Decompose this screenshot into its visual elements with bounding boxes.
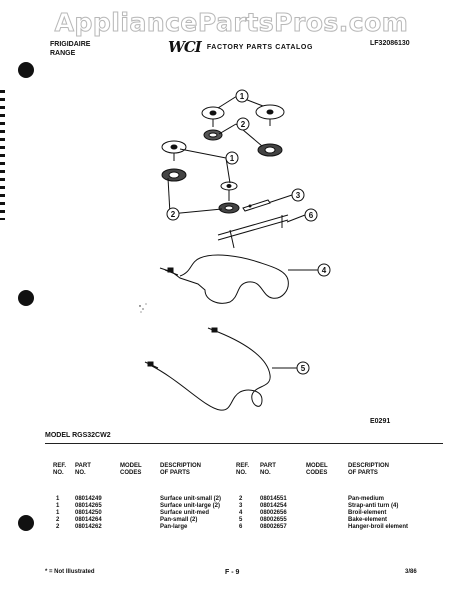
part-column <box>75 496 102 531</box>
table-cell: 08002657 <box>260 524 287 530</box>
callout-label: 3 <box>295 191 301 200</box>
wci-logo: WCI <box>168 38 201 56</box>
site-watermark: AppliancePartsPros.com <box>54 8 409 37</box>
table-cell: Surface unit-med <box>160 510 210 516</box>
catalog-date: 3/86 <box>405 569 417 575</box>
surface-unit-left <box>162 141 186 161</box>
description-column <box>160 496 221 531</box>
not-illustrated-note: * = Not Illustrated <box>45 569 95 575</box>
surface-unit-top-right <box>256 105 284 126</box>
ref-column <box>239 496 242 531</box>
catalog-title: FACTORY PARTS CATALOG <box>206 43 314 51</box>
table-cell: Broil-element <box>348 510 387 516</box>
model-codes-header: MODEL CODES <box>306 463 328 476</box>
table-cell: Pan-large <box>160 524 188 530</box>
product-type: RANGE <box>50 50 76 57</box>
table-cell: Pan-medium <box>348 496 385 502</box>
drip-pan-top-left <box>204 130 222 140</box>
table-cell: 2 <box>239 496 243 502</box>
anti-turn-strap <box>243 200 270 211</box>
table-cell: 4 <box>239 510 243 516</box>
table-cell: 1 <box>56 510 60 516</box>
callout-label: 5 <box>300 364 306 373</box>
diagram-code: E0291 <box>370 418 391 425</box>
drip-pan-left <box>162 169 186 181</box>
surface-unit-top-left <box>202 107 224 127</box>
callout-6 <box>305 209 317 221</box>
callout-label: 2 <box>170 210 176 219</box>
table-cell: 08014250 <box>75 510 102 516</box>
table-cell: 08014249 <box>75 496 102 502</box>
callout-4 <box>318 264 330 276</box>
callout-label: 1 <box>229 154 235 163</box>
callout-1-middle <box>226 152 238 164</box>
catalog-number: LF32086130 <box>370 40 410 47</box>
callout-label: 6 <box>308 211 314 220</box>
table-cell: 1 <box>56 496 60 502</box>
callout-5 <box>297 362 309 374</box>
table-cell: 2 <box>56 517 60 523</box>
callout-2-top <box>237 118 249 130</box>
table-cell: 08002655 <box>260 517 287 523</box>
table-cell: Pan-small (2) <box>160 517 198 523</box>
table-cell: Bake-element <box>348 517 388 523</box>
divider-line <box>45 443 443 444</box>
table-cell: Surface unit-small (2) <box>160 496 222 502</box>
table-cell: 08014262 <box>75 524 102 530</box>
callout-label: 2 <box>240 120 246 129</box>
drip-pan-center <box>219 203 239 213</box>
ref-no-header: REF. NO. <box>53 463 67 476</box>
table-cell: 08014551 <box>260 496 287 502</box>
description-header: DESCRIPTION OF PARTS <box>348 463 390 476</box>
table-cell: 6 <box>239 524 243 530</box>
table-cell: Surface unit-large (2) <box>160 503 221 509</box>
brand-name: FRIGIDAIRE <box>50 41 91 48</box>
table-cell: 08002656 <box>260 510 287 516</box>
table-cell: 3 <box>239 503 243 509</box>
table-cell: 08014254 <box>260 503 287 509</box>
part-no-header: PART NO. <box>260 463 276 476</box>
specks <box>139 304 146 313</box>
broil-element-hanger <box>218 215 288 248</box>
part-column <box>260 496 287 531</box>
surface-unit-center <box>221 182 237 201</box>
bake-element <box>145 328 270 410</box>
ref-no-header: REF. NO. <box>236 463 250 476</box>
ref-column <box>56 496 59 531</box>
callout-2-left <box>167 208 179 220</box>
part-no-header: PART NO. <box>75 463 91 476</box>
broil-element <box>160 255 288 303</box>
model-codes-header: MODEL CODES <box>120 463 142 476</box>
callout-label: 4 <box>321 266 327 275</box>
table-cell: 1 <box>56 503 60 509</box>
table-cell: 08014265 <box>75 503 102 509</box>
table-cell: 5 <box>239 517 243 523</box>
description-column <box>348 496 408 531</box>
table-cell: Strap-anti turn (4) <box>348 503 399 509</box>
callout-1-top <box>236 90 248 102</box>
page-number: F - 9 <box>225 569 240 576</box>
callout-3 <box>292 189 304 201</box>
table-cell: 08014264 <box>75 517 102 523</box>
description-header: DESCRIPTION OF PARTS <box>160 463 202 476</box>
model-number: MODEL RGS32CW2 <box>45 432 111 439</box>
callout-label: 1 <box>239 92 245 101</box>
table-cell: 2 <box>56 524 60 530</box>
table-cell: Hanger-broil element <box>348 524 409 530</box>
